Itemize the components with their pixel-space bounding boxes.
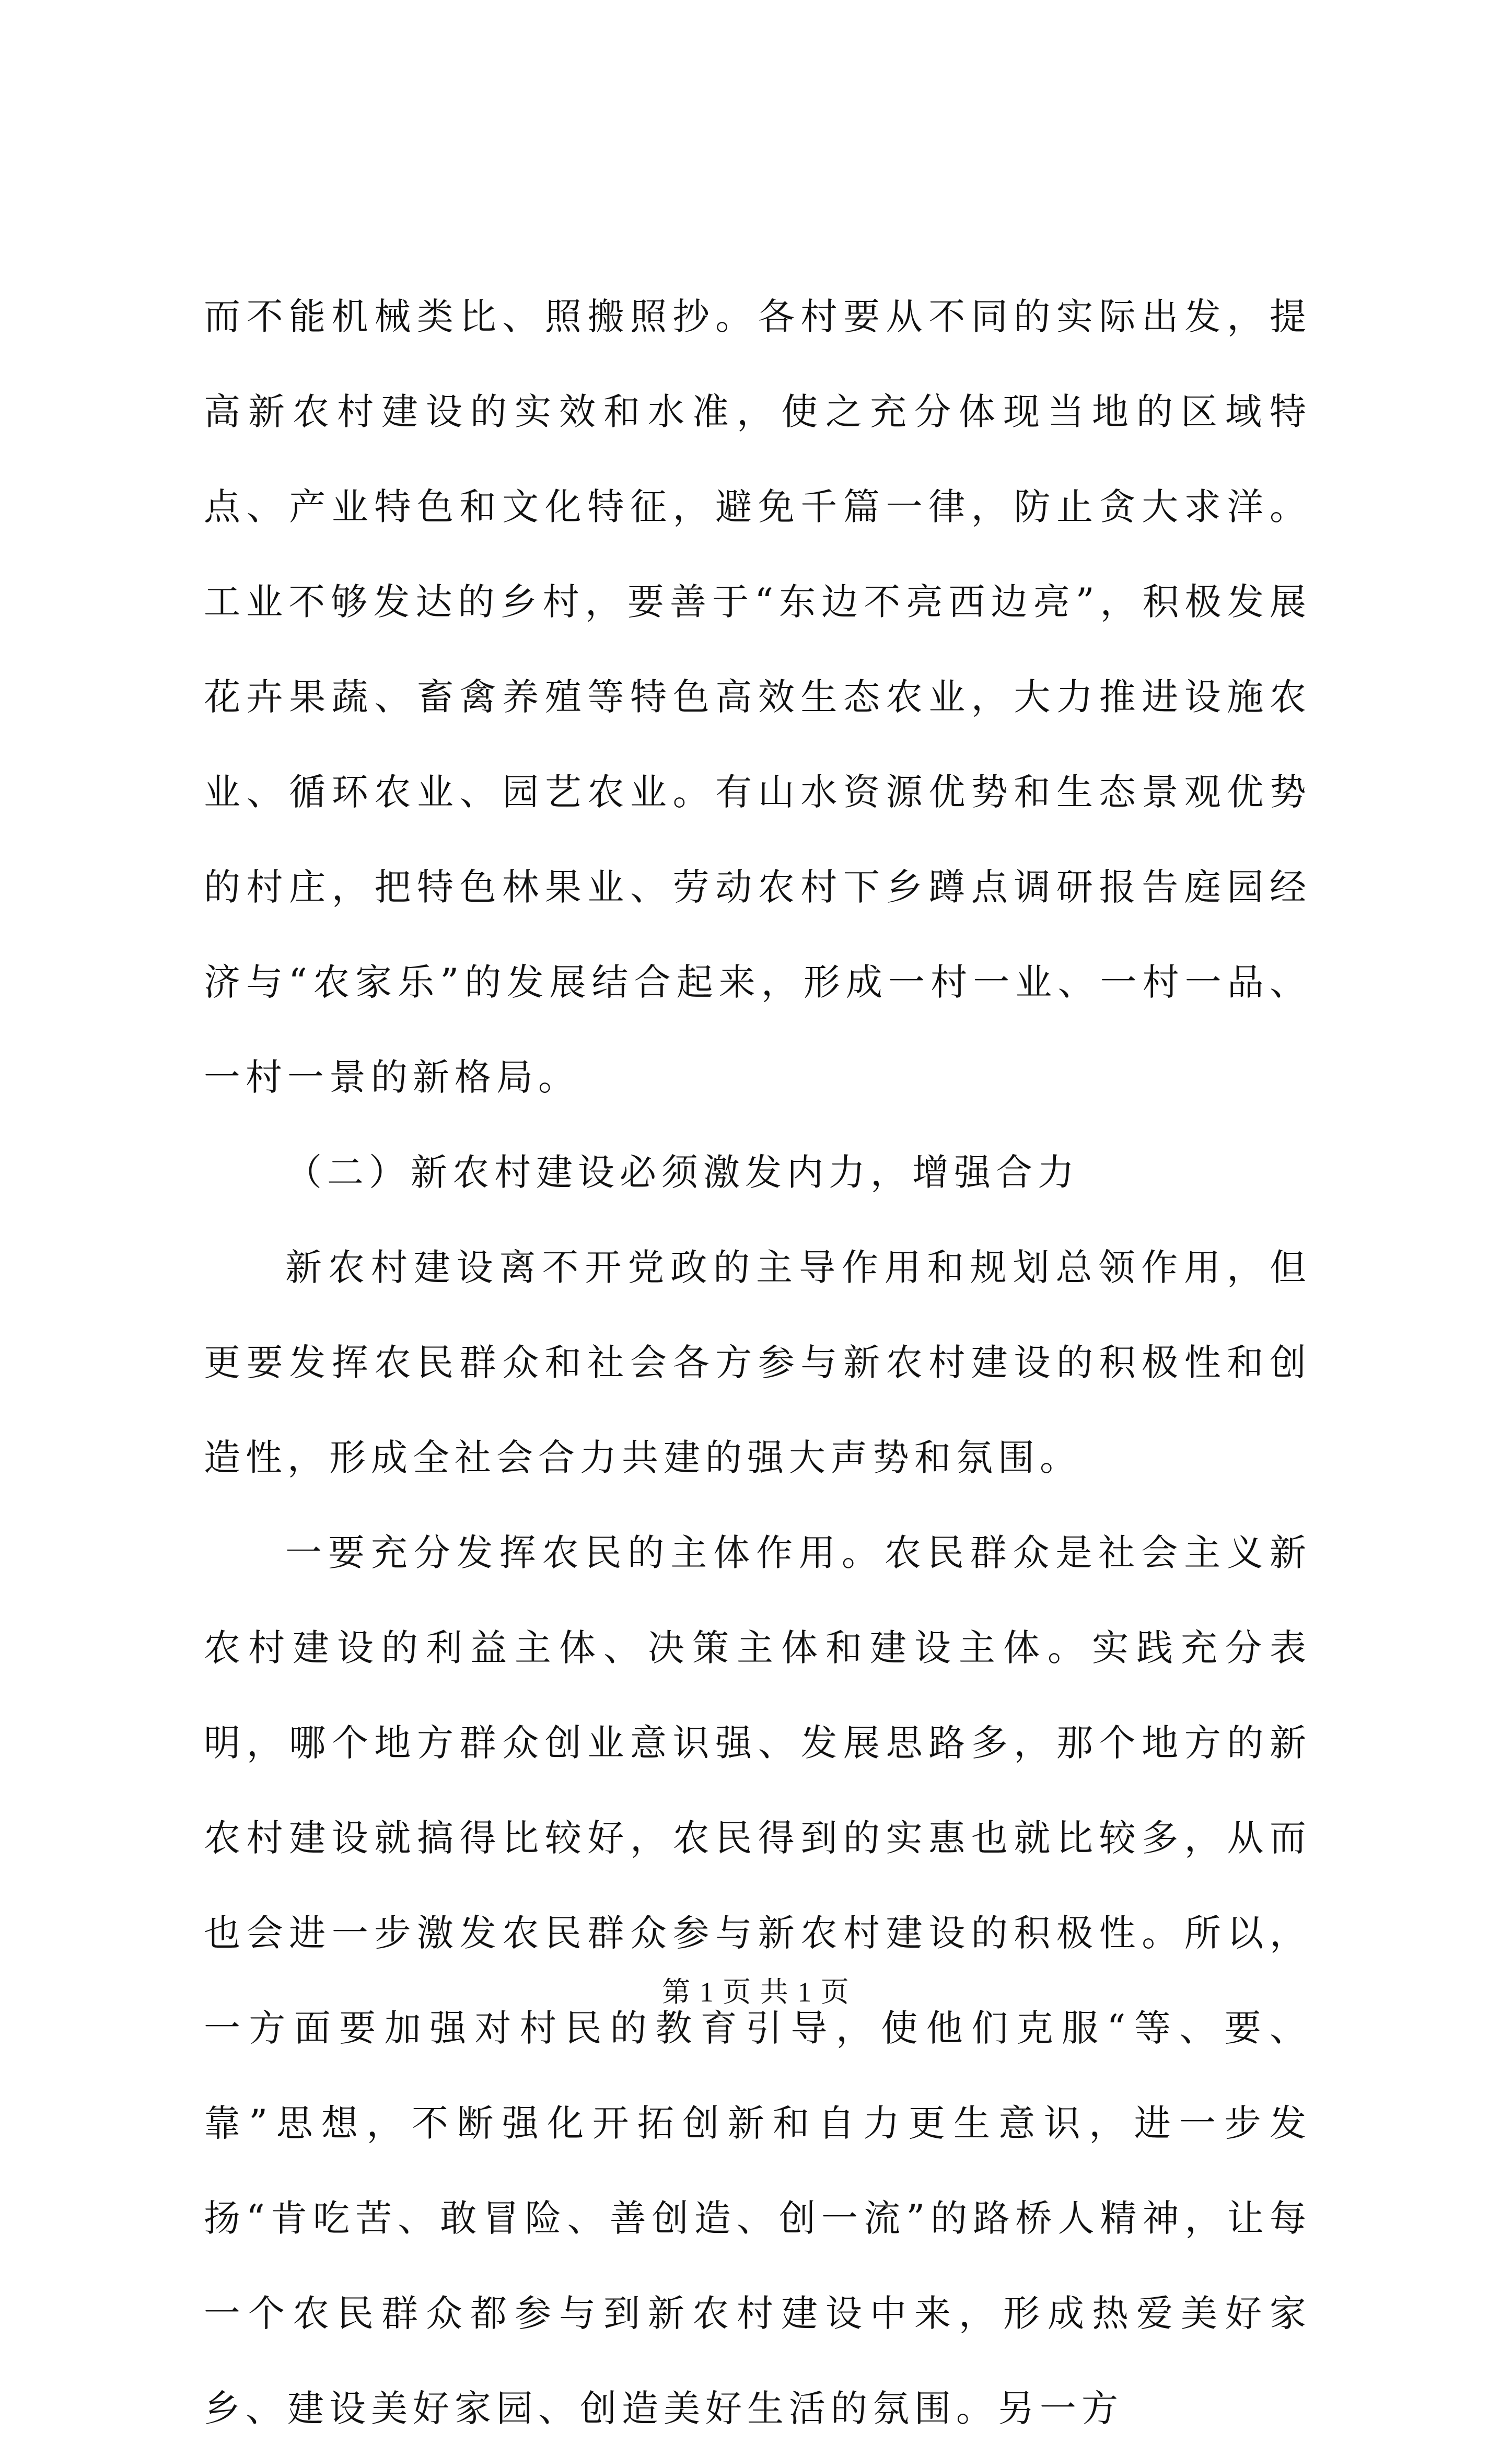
document-body	[204, 269, 1311, 2456]
paragraph-2: 新农村建设离不开党政的主导作用和规划总领作用，但更要发挥农民群众和社会各方参与新农村建设的积极性和创造性，形成全社会合力共建的强大声势和氛围。	[204, 1246, 1311, 1479]
paragraph-3: 一要充分发挥农民的主体作用。农民群众是社会主义新农村建设的利益主体、决策主体和建设主体。实践充分表明，哪个地方群众创业意识强、发展思路多，那个地方的新农村建设就搞得比较好，农民得到的实惠也就比较多，从而也会进一步激发农民群众参与新农村建设的积极性。所以，一方面要加强对村民的教育引导，使他们克服“等、要、靠”思想，不断强化开拓创新和自力更生意识，进一步发扬“肯吃苦、敢冒险、善创造、创一流”的路桥人精神，让每一个农民群众都参与到新农村建设中来，形成热爱美好家乡、建设美好家园、创造美好生活的氛围。另一方	[204, 1531, 1311, 2430]
paragraph-1: 而不能机械类比、照搬照抄。各村要从不同的实际出发，提高新农村建设的实效和水准，使之充分体现当地的区域特点、产业特色和文化特征，避免千篇一律，防止贪大求洋。工业不够发达的乡村，要善于“东边不亮西边亮”，积极发展花卉果蔬、畜禽养殖等特色高效生态农业，大力推进设施农业、循环农业、园艺农业。有山水资源优势和生态景观优势的村庄，把特色林果业、劳动农村下乡蹲点调研报告庭园经济与“农家乐”的发展结合起来，形成一村一业、一村一品、一村一景的新格局。	[204, 295, 1311, 1099]
page-footer: 第 1 页 共 1 页	[662, 1976, 850, 2008]
section-heading: （二）新农村建设必须激发内力，增强合力	[285, 1151, 1079, 1194]
